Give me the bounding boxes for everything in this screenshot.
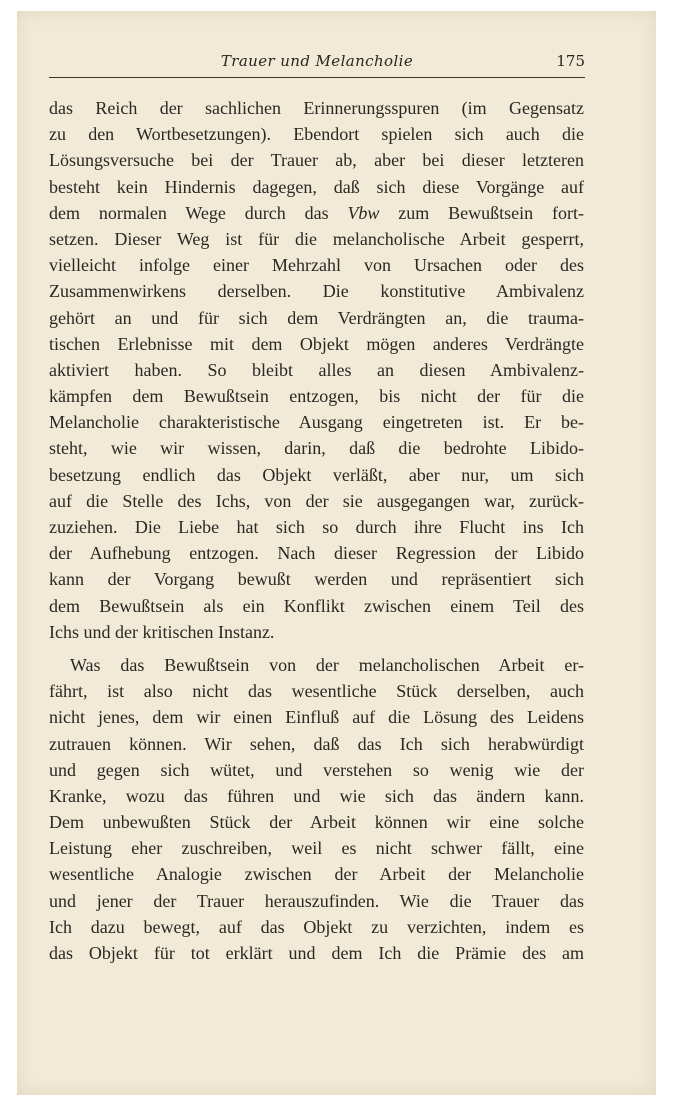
- text-line: zutrauen können. Wir sehen, daß das Ich sich herabwürdigt: [49, 733, 584, 754]
- text-line: Ich dazu bewegt, auf das Objekt zu verzichten, indem es: [49, 916, 584, 937]
- text-line: das Reich der sachlichen Erinnerungsspuren (im Gegensatz: [49, 98, 584, 118]
- text-line: aktiviert haben. So bleibt alles an diesen Ambivalenz-: [49, 359, 584, 380]
- text-line: kann der Vorgang bewußt werden und repräsentiert sich: [49, 569, 584, 590]
- text-line: zuziehen. Die Liebe hat sich so durch ihre Flucht ins Ich: [49, 517, 584, 537]
- paragraph-1: [49, 95, 584, 645]
- text-line: besteht kein Hindernis dagegen, daß sich diese Vorgänge auf: [49, 176, 584, 197]
- text-line: und jener der Trauer herauszufinden. Wie die Trauer das: [49, 890, 584, 911]
- emphasized-term: Vbw: [347, 202, 380, 223]
- book-page: [17, 11, 656, 1095]
- text-line: Leistung eher zuschreiben, weil es nicht schwer fällt, eine: [49, 838, 584, 859]
- text-line: der Aufhebung entzogen. Nach dieser Regression der Libido: [49, 543, 584, 564]
- running-header: [49, 51, 585, 78]
- text-line: nicht jenes, dem wir einen Einfluß auf die Lösung des Leidens: [49, 707, 584, 728]
- body-text: [49, 95, 584, 966]
- text-line: Zusammenwirkens derselben. Die konstitutive Ambivalenz: [49, 281, 584, 302]
- text-line: zu den Wortbesetzungen). Ebendort spielen sich auch die: [49, 124, 584, 145]
- text-line: vielleicht infolge einer Mehrzahl von Ursachen oder des: [49, 255, 584, 276]
- text-line: tischen Erlebnisse mit dem Objekt mögen anderes Verdrängte: [49, 333, 584, 354]
- text-line: besetzung endlich das Objekt verläßt, aber nur, um sich: [49, 464, 584, 485]
- text-line: setzen. Dieser Weg ist für die melancholische Arbeit gesperrt,: [49, 228, 584, 249]
- text-line: Dem unbewußten Stück der Arbeit können wir eine solche: [49, 812, 584, 833]
- text-line: Ichs und der kritischen Instanz.: [49, 621, 275, 642]
- text-line: Kranke, wozu das führen und wie sich das ändern kann.: [49, 785, 584, 806]
- page-number: 175: [556, 52, 585, 70]
- text-line: und gegen sich wütet, und verstehen so wenig wie der: [49, 759, 584, 780]
- text-line: auf die Stelle des Ichs, von der sie ausgegangen war, zurück-: [49, 490, 584, 511]
- paragraph-gap: [49, 645, 584, 652]
- text-line: steht, wie wir wissen, darin, daß die bedrohte Libido-: [49, 438, 584, 459]
- text-line: kämpfen dem Bewußtsein entzogen, bis nicht der für die: [49, 386, 584, 407]
- running-title: Trauer und Melancholie: [220, 52, 414, 70]
- text-line: gehört an und für sich dem Verdrängten an, die trauma-: [49, 307, 584, 328]
- text-line: Lösungsversuche bei der Trauer ab, aber bei dieser letzteren: [49, 150, 584, 171]
- text-line: Was das Bewußtsein von der melancholischen Arbeit er-: [70, 654, 584, 675]
- text-line: fährt, ist also nicht das wesentliche Stück derselben, auch: [49, 681, 584, 702]
- text-line: dem normalen Wege durch das Vbw zum Bewußtsein fort-: [49, 202, 584, 223]
- text-line: wesentliche Analogie zwischen der Arbeit der Melancholie: [49, 864, 584, 885]
- paragraph-2: [49, 652, 584, 966]
- text-line: das Objekt für tot erklärt und dem Ich die Prämie des am: [49, 943, 584, 963]
- text-line: Melancholie charakteristische Ausgang eingetreten ist. Er be-: [49, 412, 584, 433]
- text-line: dem Bewußtsein als ein Konflikt zwischen einem Teil des: [49, 595, 584, 616]
